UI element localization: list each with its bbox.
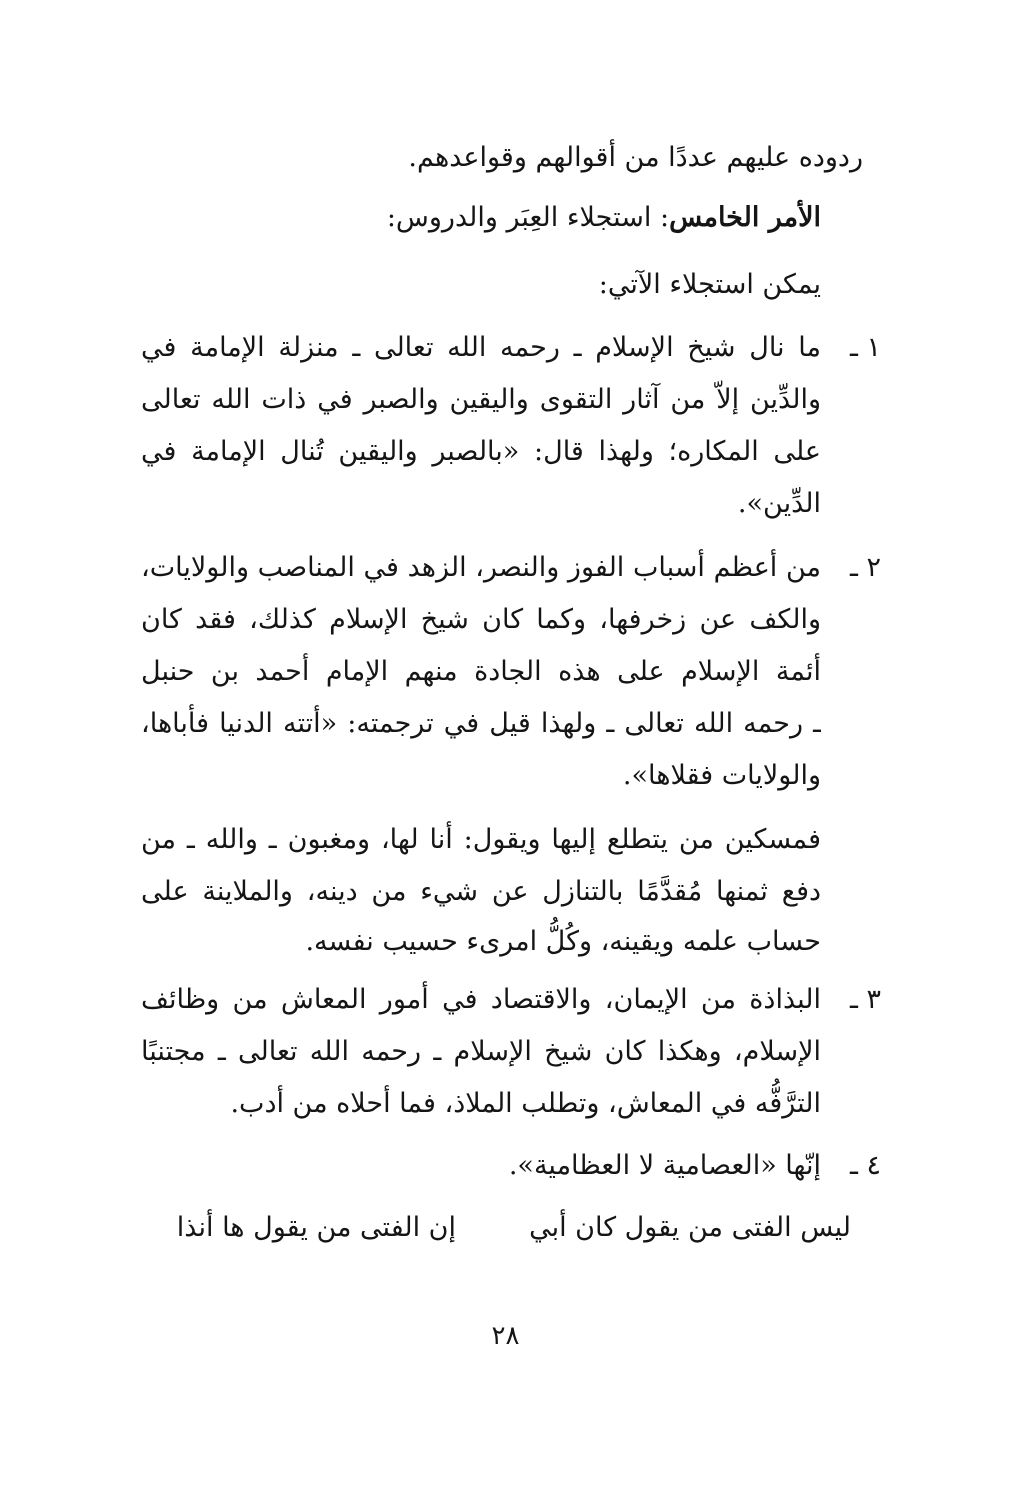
item-3-number: ٣ ـ	[849, 984, 881, 1015]
item-4-number: ٤ ـ	[849, 1150, 881, 1181]
item-2-number: ٢ ـ	[849, 552, 881, 583]
item-3-line-3: الترَّفُّه في المعاش، وتطلب الملاذ، فما أحلاه من أدب.	[230, 1088, 821, 1119]
item-2-line-5: والولايات فقلاها».	[622, 760, 821, 791]
item-1-line-1: ما نال شيخ الإسلام ـ رحمه الله تعالى ـ منزلة الإمامة في	[141, 332, 821, 363]
section-heading-rest: : استجلاء العِبَر والدروس:	[386, 202, 670, 233]
item-4-line-1: إنّها «العصامية لا العظامية».	[508, 1150, 821, 1181]
paragraph-line-3: حساب علمه ويقينه، وكُلُّ امرىء حسيب نفسه.	[305, 926, 821, 957]
section-heading	[387, 198, 821, 238]
lead-line: يمكن استجلاء الآتي:	[598, 269, 821, 300]
verse-second-hemistich: إن الفتى من يقول ها أنذا	[176, 1212, 456, 1243]
item-2-line-2: والكف عن زخرفها، وكما كان شيخ الإسلام كذلك، فقد كان	[141, 604, 821, 635]
item-1-line-2: والدِّين إلاَّ من آثار التقوى واليقين والصبر في ذات الله تعالى	[141, 384, 821, 415]
item-2-line-3: أئمة الإسلام على هذه الجادة منهم الإمام أحمد بن حنبل	[141, 656, 821, 687]
intro-line: ردوده عليهم عددًا من أقوالهم وقواعدهم.	[408, 142, 863, 173]
section-heading-bold: الأمر الخامس	[669, 202, 821, 233]
item-2-line-1: من أعظم أسباب الفوز والنصر، الزهد في المناصب والولايات،	[141, 552, 821, 583]
paragraph-line-2: دفع ثمنها مُقدَّمًا بالتنازل عن شيء من دينه، والملاينة على	[141, 876, 821, 907]
item-1-line-4: الدِّين».	[737, 488, 821, 519]
page-number: ٢٨	[491, 1321, 520, 1351]
item-3-line-2: الإسلام، وهكذا كان شيخ الإسلام ـ رحمه الله تعالى ـ مجتنبًا	[141, 1036, 821, 1067]
verse-first-hemistich: ليس الفتى من يقول كان أبي	[529, 1212, 851, 1243]
item-2-line-4: ـ رحمه الله تعالى ـ ولهذا قيل في ترجمته: «أتته الدنيا فأباها،	[141, 708, 821, 739]
paragraph-line-1: فمسكين من يتطلع إليها ويقول: أنا لها، ومغبون ـ والله ـ من	[141, 824, 821, 855]
item-1-number: ١ ـ	[849, 332, 881, 363]
item-1-line-3: على المكاره؛ ولهذا قال: «بالصبر واليقين تُنال الإمامة في	[141, 436, 821, 467]
item-3-line-1: البذاذة من الإيمان، والاقتصاد في أُمور المعاش من وظائف	[141, 984, 821, 1015]
